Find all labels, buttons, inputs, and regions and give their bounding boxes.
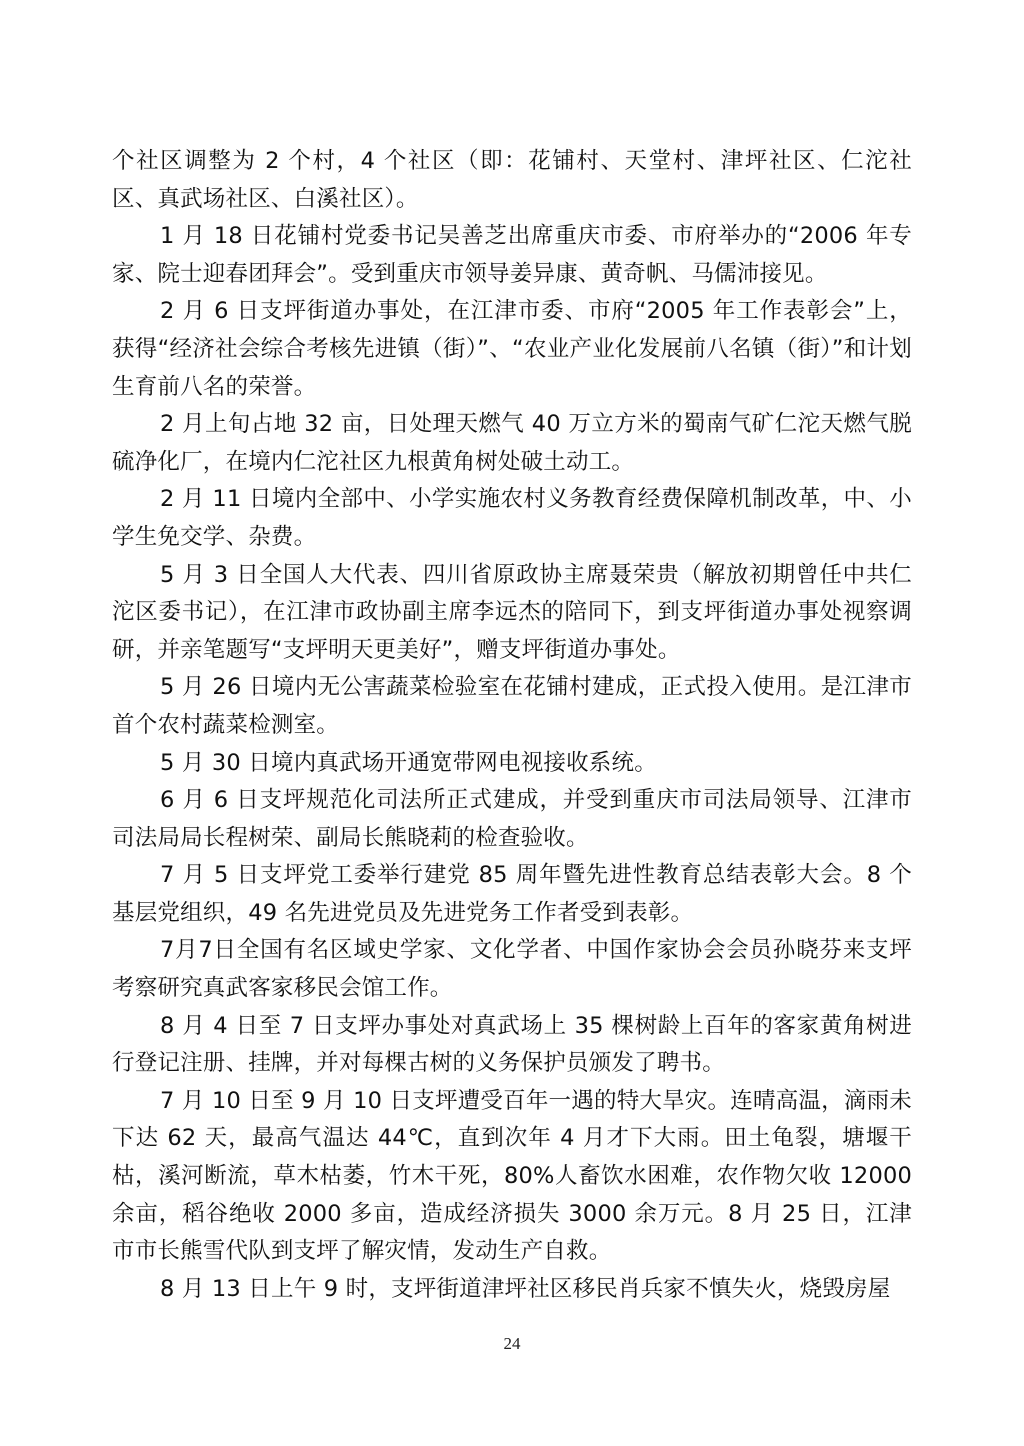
paragraph: 7月7日全国有名区域史学家、文化学者、中国作家协会会员孙晓芬来支坪考察研究真武客家移民会馆工作。 [112,937,912,1002]
paragraph: 2 月上旬占地 32 亩，日处理天燃气 40 万立方米的蜀南气矿仁沱天燃气脱硫净化厂，在境内仁沱社区九根黄角树处破土动工。 [112,411,912,475]
paragraph: 2 月 11 日境内全部中、小学实施农村义务教育经费保障机制改革，中、小学生免交学、杂费。 [112,486,912,550]
paragraph: 7 月 5 日支坪党工委举行建党 85 周年暨先进性教育总结表彰大会。8 个基层党组织，49 名先进党员及先进党务工作者受到表彰。 [112,862,912,926]
paragraph: 5 月 3 日全国人大代表、四川省原政协主席聂荣贵（解放初期曾任中共仁沱区委书记），在江津市政协副主席李远杰的陪同下，到支坪街道办事处视察调研，并亲笔题写“支坪明天更美好”，赠支坪街道办事处。 [112,561,912,663]
body-text [112,143,912,1308]
paragraph: 6 月 6 日支坪规范化司法所正式建成，并受到重庆市司法局领导、江津市司法局局长程树荣、副局长熊晓莉的检查验收。 [112,787,912,851]
paragraph: 5 月 26 日境内无公害蔬菜检验室在花铺村建成，正式投入使用。是江津市首个农村蔬菜检测室。 [112,674,912,738]
paragraph: 7 月 10 日至 9 月 10 日支坪遭受百年一遇的特大旱灾。连晴高温，滴雨未下达 62 天，最高气温达 44℃，直到次年 4 月才下大雨。田土龟裂，塘堰干枯，溪河断流，草木枯萎，竹木干死，80%人畜饮水困难，农作物欠收 12000 余亩，稻谷绝收 2000 多亩，造成经济损失 3000 余万元。8 月 25 日，江津市市长熊雪代队到支坪了解灾情，发动生产自救。 [112,1087,912,1265]
paragraph: 5 月 30 日境内真武场开通宽带网电视接收系统。 [160,749,657,776]
paragraph: 8 月 4 日至 7 日支坪办事处对真武场上 35 棵树龄上百年的客家黄角树进行登记注册、挂牌，并对每棵古树的义务保护员颁发了聘书。 [112,1012,912,1077]
paragraph: 2 月 6 日支坪街道办事处，在江津市委、市府“2005 年工作表彰会”上，获得“经济社会综合考核先进镇（街）”、“农业产业化发展前八名镇（街）”和计划生育前八名的荣誉。 [112,298,912,400]
page-number: 24 [503,1334,521,1353]
paragraph: 个社区调整为 2 个村，4 个社区（即：花铺村、天堂村、津坪社区、仁沱社区、真武场社区、白溪社区）。 [112,148,912,212]
paragraph: 1 月 18 日花铺村党委书记吴善芝出席重庆市委、市府举办的“2006 年专家、院士迎春团拜会”。受到重庆市领导姜异康、黄奇帆、马儒沛接见。 [112,223,912,287]
paragraph: 8 月 13 日上午 9 时，支坪街道津坪社区移民肖兵家不慎失火，烧毁房屋 [160,1275,891,1302]
